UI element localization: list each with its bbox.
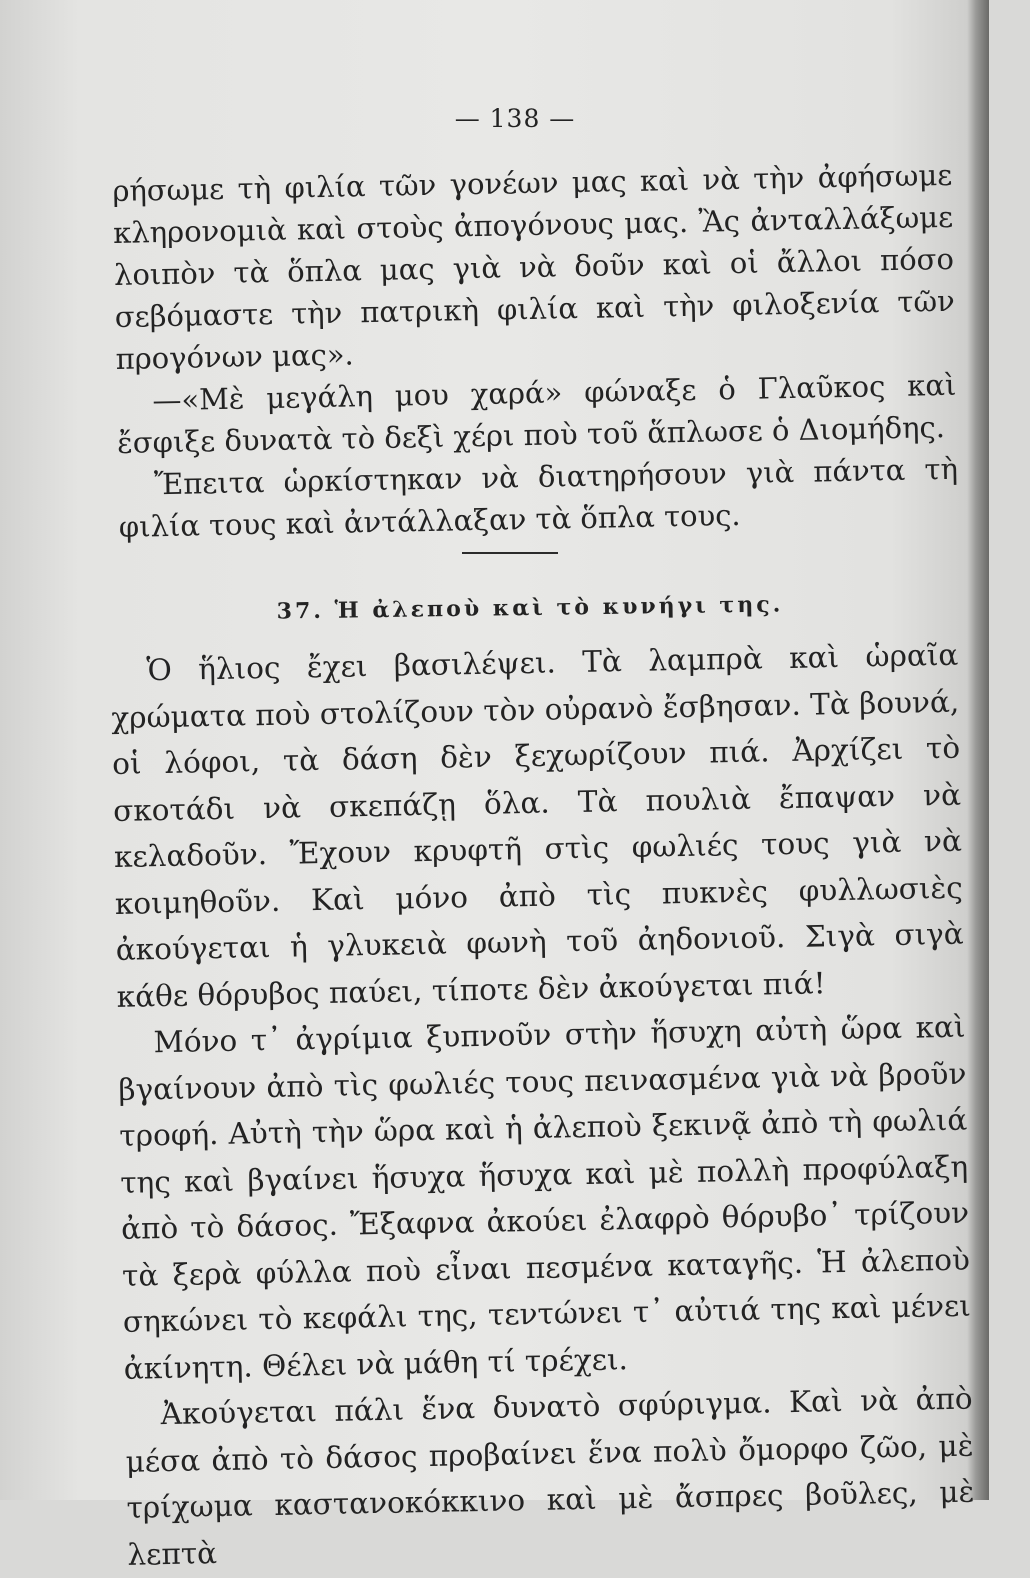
- continued-text-block: [112, 154, 959, 548]
- paragraph: ρήσωμε τὴ φιλία τῶν γονέων μας καὶ νὰ τὴν ἀφήσωμε κληρονομιὰ καὶ στοὺς ἀπογόνους μας. Ἂς ἀνταλλάξωμε λοιπὸν τὰ ὅπλα μας γιὰ νὰ δοῦν καὶ οἱ ἄλλοι πόσο σεβόμαστε τὴν πατρικὴ φιλία καὶ τὴν φιλοξενία τῶν προγόνων μας».: [112, 157, 955, 376]
- paragraph: Μόνο τ᾽ ἀγρίμια ξυπνοῦν στὴν ἥσυχη αὐτὴ ὥρα καὶ βγαίνουν ἀπὸ τὶς φωλιές τους πεινασμένα γιὰ νὰ βροῦν τροφή. Αὐτὴ τὴν ὥρα καὶ ἡ ἀλεποὺ ξεκινᾷ ἀπὸ τὴ φωλιά της καὶ βγαίνει ἥσυχα ἥσυχα καὶ μὲ πολλὴ προφύλαξη ἀπὸ τὸ δάσος. Ἔξαφνα ἀκούει ἐλαφρὸ θόρυβο᾽ τρίζουν τὰ ξερὰ φύλλα ποὺ εἶναι πεσμένα καταγῆς. Ἡ ἀλεποὺ σηκώνει τὸ κεφάλι της, τεντώνει τ᾽ αὐτιά της καὶ μένει ἀκίνητη. Θέλει νὰ μάθη τί τρέχει.: [118, 1009, 972, 1386]
- section-heading: 37. Ἡ ἀλεποὺ καὶ τὸ κυνήγι της.: [276, 591, 784, 625]
- paragraph: Ὁ ἥλιος ἔχει βασιλέψει. Τὰ λαμπρὰ καὶ ὡραῖα χρώματα ποὺ στολίζουν τὸν οὐρανὸ ἔσβησαν. Τὰ βουνά, οἱ λόφοι, τὰ δάση δὲν ξεχωρίζουν πιά. Ἀρχίζει τὸ σκοτάδι νὰ σκεπάζῃ ὅλα. Τὰ πουλιὰ ἔπαψαν νὰ κελαδοῦν. Ἔχουν κρυφτῆ στὶς φωλιές τους γιὰ νὰ κοιμηθοῦν. Καὶ μόνο ἀπὸ τὶς πυκνὲς φυλλωσιὲς ἀκούγεται ἡ γλυκειὰ φωνὴ τοῦ ἀηδονιοῦ. Σιγὰ σιγὰ κάθε θόρυβος παύει, τίποτε δὲν ἀκούγεται πιά!: [111, 637, 964, 1014]
- paragraph: Ἔπειτα ὡρκίστηκαν νὰ διατηρήσουν γιὰ πάντα τὴ φιλία τους καὶ ἀντάλλαξαν τὰ ὅπλα τους.: [118, 451, 959, 544]
- paragraph: Ἀκούγεται πάλι ἕνα δυνατὸ σφύριγμα. Καὶ νὰ ἀπὸ μέσα ἀπὸ τὸ δάσος προβαίνει ἕνα πολὺ ὄμορφο ζῶο, μὲ τρίχωμα καστανοκόκκινο καὶ μὲ ἄσπρες βοῦλες, μὲ λεπτὰ: [125, 1381, 975, 1572]
- story-text-block: [110, 632, 976, 1578]
- section-divider: [462, 552, 558, 554]
- book-spine-shadow: [967, 0, 989, 1500]
- page-number: — 138 —: [454, 104, 576, 133]
- paragraph: —«Μὲ μεγάλη μου χαρά» φώναξε ὁ Γλαῦκος καὶ ἔσφιξε δυνατὰ τὸ δεξὶ χέρι ποὺ τοῦ ἅπλωσε ὁ Διομήδης.: [116, 367, 957, 460]
